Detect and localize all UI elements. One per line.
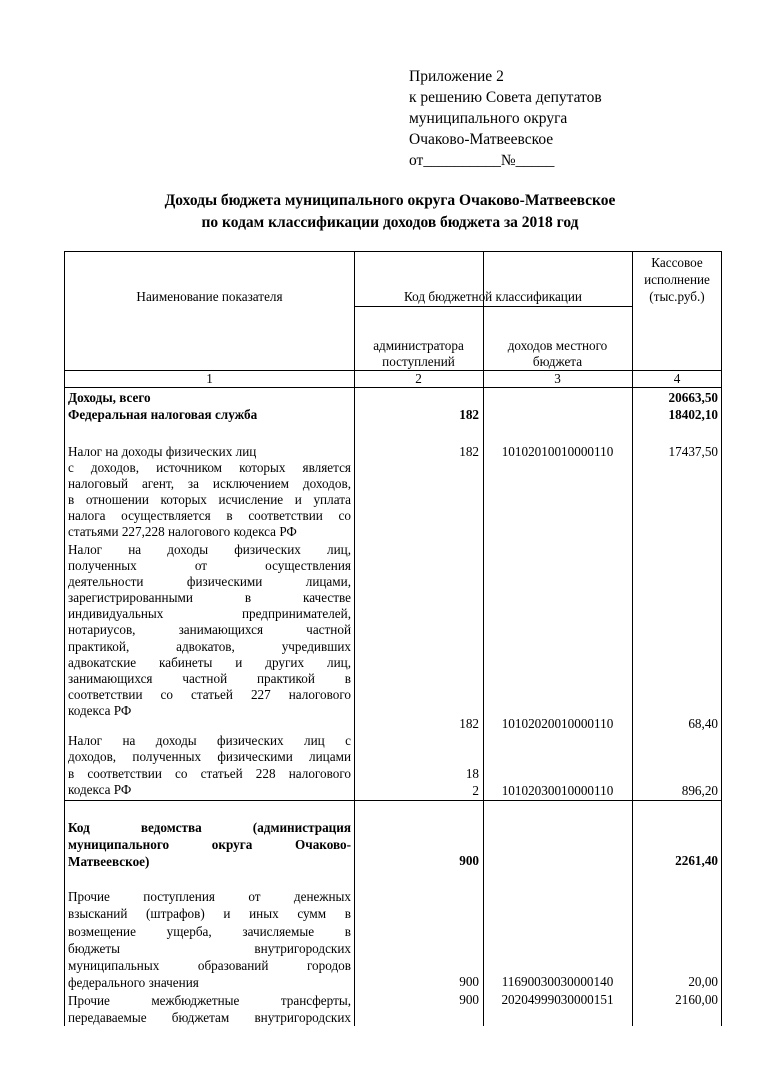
annex-line: Приложение 2 [409,68,504,85]
fines-text: Прочие поступления от денежных взысканий (штрафов) и иных сумм в возмещение ущерба, зачисляемые в бюджеты внутригородских муниципальных образований городов федерального значения [68,889,351,991]
ndfl3-code: 10102030010000110 [501,783,614,798]
fns-admin: 182 [459,407,479,422]
annex-header [409,66,602,171]
row-divider [354,306,632,307]
ndfl2-code: 10102020010000110 [501,716,614,731]
col-divider [632,252,633,1026]
document-title [60,190,720,234]
transfers-text: Прочие межбюджетные трансферты, передаваемые бюджетам внутригородских [68,993,351,1025]
annex-line: муниципального округа [409,110,568,127]
dept-text: Код ведомства (администрация муниципального округа Очаково- Матвеевское) [68,820,351,869]
fines-code: 11690030030000140 [501,974,614,989]
ndfl3-admin-top: 18 [465,766,479,781]
dept-admin: 900 [459,853,479,868]
annex-line: Очаково-Матвеевское [409,131,554,148]
total-label: Доходы, всего [68,390,151,405]
fines-admin: 900 [459,974,479,989]
transfers-code: 20204999030000151 [501,992,614,1007]
fines-value: 20,00 [688,974,718,989]
row-divider [65,800,721,801]
header-exec: Кассовое исполнение (тыс.руб.) [644,255,710,304]
fns-label: Федеральная налоговая служба [68,407,258,422]
transfers-value: 2160,00 [675,992,718,1007]
col-num-3: 3 [554,371,561,386]
ndfl1-code: 10102010010000110 [501,444,614,459]
ndfl3-value: 896,20 [681,783,718,798]
col-num-4: 4 [673,371,681,386]
header-name: Наименование показателя [136,289,283,304]
ndfl2-admin: 182 [459,716,479,731]
header-code: Код бюджетной классификации [404,289,582,304]
row-divider [65,387,721,388]
income-table [64,251,722,1026]
header-local: доходов местного бюджета [507,338,608,369]
ndfl2-value: 68,40 [688,716,718,731]
annex-line: к решению Совета депутатов [409,89,602,106]
col-num-2: 2 [415,371,422,386]
annex-line: от__________№_____ [409,152,555,169]
ndfl1-text: Налог на доходы физических лиц с доходов, источником которых является налоговый агент, за исключением доходов, в отношении которых исчисление и уплата налога осуществляется в соответствии со статьями 227,228 налогового кодекса РФ [68,444,351,539]
title-line-1: Доходы бюджета муниципального округа Очаково-Матвеевское [164,192,616,209]
ndfl1-value: 17437,50 [668,444,718,459]
ndfl1-admin: 182 [459,444,479,459]
col-num-1: 1 [206,371,213,386]
ndfl3-text: Налог на доходы физических лиц с доходов, полученных физическими лицами в соответствии со статьей 228 налогового кодекса РФ [68,733,351,798]
dept-value: 2261,40 [675,853,718,868]
transfers-admin: 900 [459,992,479,1007]
ndfl3-admin-bottom: 2 [472,783,479,798]
ndfl2-text: Налог на доходы физических лиц, полученных от осуществления деятельности физическими лицами, зарегистрированными в качестве индивидуальных предпринимателей, нотариусов, занимающихся частной практикой, адвокатов, учредивших адвокатские кабинеты и других лиц, занимающихся частной практикой в соответствии со статьей 227 налогового кодекса РФ [68,542,351,718]
header-admin: администратора поступлений [373,338,464,369]
total-value: 20663,50 [668,390,718,405]
title-line-2: по кодам классификации доходов бюджета за 2018 год [201,214,579,231]
fns-value: 18402,10 [668,407,718,422]
